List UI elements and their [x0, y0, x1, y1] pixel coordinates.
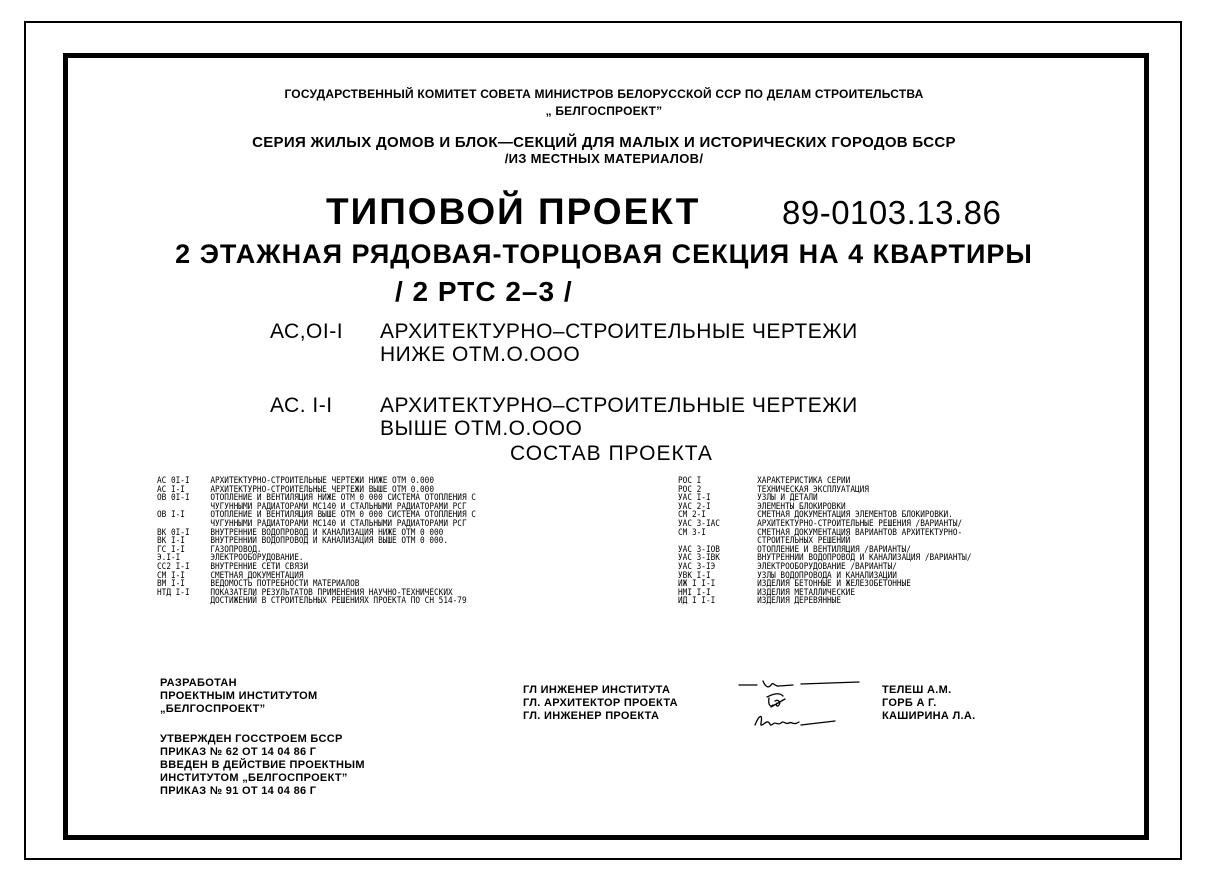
name-kashirina: КАШИРИНА Л.А.	[882, 710, 976, 722]
composition-code: РОС 2	[678, 484, 702, 495]
composition-row	[157, 554, 476, 563]
composition-text: УЗЛЫ И ДЕТАЛИ	[757, 493, 818, 504]
approval-line: ИНСТИТУТОМ „БЕЛГОСПРОЕКТ”	[160, 772, 348, 784]
composition-code: СС2 I-I	[157, 561, 190, 572]
composition-code: Э.I-I	[157, 553, 181, 564]
composition-text: ВЕДОМОСТЬ ПОТРЕБНОСТИ МАТЕРИАЛОВ	[210, 579, 360, 590]
composition-row	[157, 546, 476, 555]
composition-text: ЭЛЕМЕНТЫ БЛОКИРОВКИ	[757, 501, 846, 512]
developer-block	[160, 677, 318, 716]
composition-title: СОСТАВ ПРОЕКТА	[510, 442, 713, 465]
composition-code: АС 0I-I	[157, 476, 190, 486]
composition-text: ВНУТРЕННИЕ СЕТИ СВЯЗИ	[210, 561, 309, 572]
composition-code: НМI I-I	[678, 587, 711, 598]
composition-code: ИЖ I I-I	[678, 579, 716, 590]
role-chief-architect: ГЛ. АРХИТЕКТОР ПРОЕКТА	[523, 697, 678, 709]
album-2-code: АС. I-I	[270, 394, 333, 417]
series-line-1: СЕРИЯ ЖИЛЫХ ДОМОВ И БЛОК—СЕКЦИЙ ДЛЯ МАЛЫХ И ИСТОРИЧЕСКИХ ГОРОДОВ БССР	[252, 134, 956, 151]
composition-text: ИЗДЕЛИЯ МЕТАЛЛИЧЕСКИЕ	[757, 587, 855, 598]
composition-code: ОВ 0I-I	[157, 493, 190, 504]
composition-code: ВК I-I	[157, 536, 185, 547]
composition-code: СМ 2-I	[678, 510, 706, 521]
album-2-line2: ВЫШЕ ОТМ.О.ООО	[380, 417, 583, 440]
name-gorb: ГОРБ А Г.	[882, 697, 937, 709]
composition-code: УАС I-I	[678, 493, 711, 504]
composition-text: АРХИТЕКТУРНО-СТРОИТЕЛЬНЫЕ РЕШЕНИЯ /ВАРИАНТЫ/	[757, 518, 963, 529]
approval-line: УТВЕРЖДЕН ГОССТРОЕМ БССР	[160, 733, 343, 745]
series-line-2: /ИЗ МЕСТНЫХ МАТЕРИАЛОВ/	[504, 151, 704, 166]
project-code: / 2 РТС 2–3 /	[395, 276, 573, 307]
composition-text: ЧУГУННЫМИ РАДИАТОРАМИ МС140 И СТАЛЬНЫМИ РАДИАТОРАМИ РСГ	[210, 501, 467, 512]
album-1-code: АС,ОI-I	[270, 320, 344, 343]
composition-code: УАС 3-IАС	[678, 518, 720, 529]
composition-text: ИЗДЕЛИЯ ДЕРЕВЯННЫЕ	[757, 596, 842, 607]
committee-header: ГОСУДАРСТВЕННЫЙ КОМИТЕТ СОВЕТА МИНИСТРОВ БЕЛОРУССКОЙ ССР ПО ДЕЛАМ СТРОИТЕЛЬСТВА	[284, 87, 924, 101]
composition-text: УЗЛЫ ВОДОПРОВОДА И КАНАЛИЗАЦИИ	[757, 570, 897, 581]
composition-row	[157, 597, 476, 606]
composition-text: ВНУТРЕННИИ ВОДОПРОВОД И КАНАЛИЗАЦИЯ ВЫШЕ ОТМ 0 000.	[210, 536, 448, 547]
composition-text: СТРОИТЕЛЬНЫХ РЕШЕНИЙ	[757, 536, 851, 547]
developer-line: РАЗРАБОТАН	[160, 677, 237, 689]
composition-code: ВМ I-I	[157, 579, 185, 590]
composition-row	[157, 537, 476, 546]
composition-text: ОТОПЛЕНИЕ И ВЕНТИЛЯЦИЯ /ВАРИАНТЫ/	[757, 544, 911, 555]
composition-code: РОС I	[678, 476, 702, 486]
org-header: „ БЕЛГОСПРОЕКТ”	[545, 104, 663, 118]
composition-code: УВК I-I	[678, 570, 711, 581]
composition-text: ХАРАКТЕРИСТИКА СЕРИИ	[757, 476, 851, 486]
composition-text: ЧУГУННЫМИ РАДИАТОРАМИ МС140 И СТАЛЬНЫМИ РАДИАТОРАМИ РСГ	[210, 518, 467, 529]
approval-line: ВВЕДЕН В ДЕЙСТВИЕ ПРОЕКТНЫМ	[160, 759, 365, 771]
composition-row	[678, 486, 971, 495]
developer-line: „БЕЛГОСПРОЕКТ”	[160, 703, 266, 715]
composition-code: УАС 2-I	[678, 501, 711, 512]
composition-text: СМЕТНАЯ ДОКУМЕНТАЦИЯ ВАРИАНТОВ АРХИТЕКТУРНО-	[757, 527, 963, 538]
album-1-line1: АРХИТЕКТУРНО–СТРОИТЕЛЬНЫЕ ЧЕРТЕЖИ	[380, 320, 858, 343]
composition-code: ВК 0I-I	[157, 527, 190, 538]
composition-row	[678, 597, 971, 606]
composition-code: УАС 3-IОВ	[678, 544, 720, 555]
composition-text: ПОКАЗАТЕЛИ РЕЗУЛЬТАТОВ ПРИМЕНЕНИЯ НАУЧНО-ТЕХНИЧЕСКИХ	[210, 587, 453, 598]
composition-text: АРХИТЕКТУРНО-СТРОИТЕЛЬНЫЕ ЧЕРТЕЖИ ВЫШЕ ОТМ 0.000	[210, 484, 435, 495]
signatory-names	[882, 684, 975, 723]
composition-code: НТД I-I	[157, 587, 190, 598]
composition-code: ГС I-I	[157, 544, 185, 555]
composition-code: ИД I I-I	[678, 596, 716, 607]
composition-code: УАС 3-IВК	[678, 553, 720, 564]
approval-line: ПРИКАЗ № 91 ОТ 14 04 86 Г	[160, 785, 317, 797]
composition-text: ВНУТРЕННИЕ ВОДОПРОВОД И КАНАЛИЗАЦИЯ НИЖЕ ОТМ 0 000	[210, 527, 444, 538]
album-2-line1: АРХИТЕКТУРНО–СТРОИТЕЛЬНЫЕ ЧЕРТЕЖИ	[380, 394, 858, 417]
composition-code: СМ I-I	[157, 570, 185, 581]
composition-list-left	[157, 477, 476, 606]
project-number: 89-0103.13.86	[782, 194, 1002, 231]
composition-text: СМЕТНАЯ ДОКУМЕНТАЦИЯ	[210, 570, 304, 581]
album-1-line2: НИЖЕ ОТМ.О.ООО	[380, 343, 581, 366]
approval-line: ПРИКАЗ № 62 ОТ 14 04 86 Г	[160, 746, 317, 758]
name-telesh: ТЕЛЕШ А.М.	[882, 684, 952, 696]
composition-text: ЭЛЕКТРООБОРУДОВАНИЕ.	[210, 553, 304, 564]
composition-text: ИЗДЕЛИЯ БЕТОННЫЕ И ЖЕЛЕЗОБЕТОННЫЕ	[757, 579, 911, 590]
composition-text: ЭЛЕКТРООБОРУДОВАНИЕ /ВАРИАНТЫ/	[757, 561, 897, 572]
role-chief-engineer-institute: ГЛ ИНЖЕНЕР ИНСТИТУТА	[523, 684, 671, 696]
composition-code: СМ 3-I	[678, 527, 706, 538]
composition-list-right	[678, 477, 971, 606]
composition-code	[157, 597, 210, 606]
project-label: ТИПОВОЙ ПРОЕКТ	[326, 191, 701, 232]
composition-code: ОВ I-I	[157, 510, 185, 521]
composition-text: ОТОПЛЕНИЕ И ВЕНТИЛЯЦИЯ НИЖЕ ОТМ 0 000 СИСТЕМА ОТОПЛЕНИЯ С	[210, 493, 476, 504]
composition-text: ВНУТРЕННИИ ВОДОПРОВОД И КАНАЛИЗАЦИЯ /ВАРИАНТЫ/	[757, 553, 972, 564]
role-chief-engineer-project: ГЛ. ИНЖЕНЕР ПРОЕКТА	[523, 710, 660, 722]
project-title: 2 ЭТАЖНАЯ РЯДОВАЯ-ТОРЦОВАЯ СЕКЦИЯ НА 4 КВАРТИРЫ	[175, 239, 1033, 269]
composition-code: АС I-I	[157, 484, 185, 495]
approval-block	[160, 733, 365, 798]
composition-text: АРХИТЕКТУРНО-СТРОИТЕЛЬНЫЕ ЧЕРТЕЖИ НИЖЕ ОТМ 0.000	[210, 476, 435, 486]
composition-text: ОТОПЛЕНИЕ И ВЕНТИЛЯЦИЯ ВЫШЕ ОТМ 0 000 СИСТЕМА ОТОПЛЕНИЯ С	[210, 510, 476, 521]
composition-row	[157, 563, 476, 572]
composition-text: ДОСТИЖЕНИЙ В СТРОИТЕЛЬНЫХ РЕШЕНИЯХ ПРОЕКТА ПО СН 514-79	[210, 596, 467, 607]
composition-text: ГАЗОПРОВОД.	[210, 544, 262, 555]
developer-line: ПРОЕКТНЫМ ИНСТИТУТОМ	[160, 690, 318, 702]
signatures-image	[735, 677, 865, 739]
signatory-roles	[523, 684, 678, 723]
composition-text: ТЕХНИЧЕСКАЯ ЭКСПЛУАТАЦИЯ	[757, 484, 869, 495]
composition-text: СМЕТНАЯ ДОКУМЕНТАЦИЯ ЭЛЕМЕНТОВ БЛОКИРОВКИ.	[757, 510, 953, 521]
composition-code: УАС 3-IЭ	[678, 561, 716, 572]
